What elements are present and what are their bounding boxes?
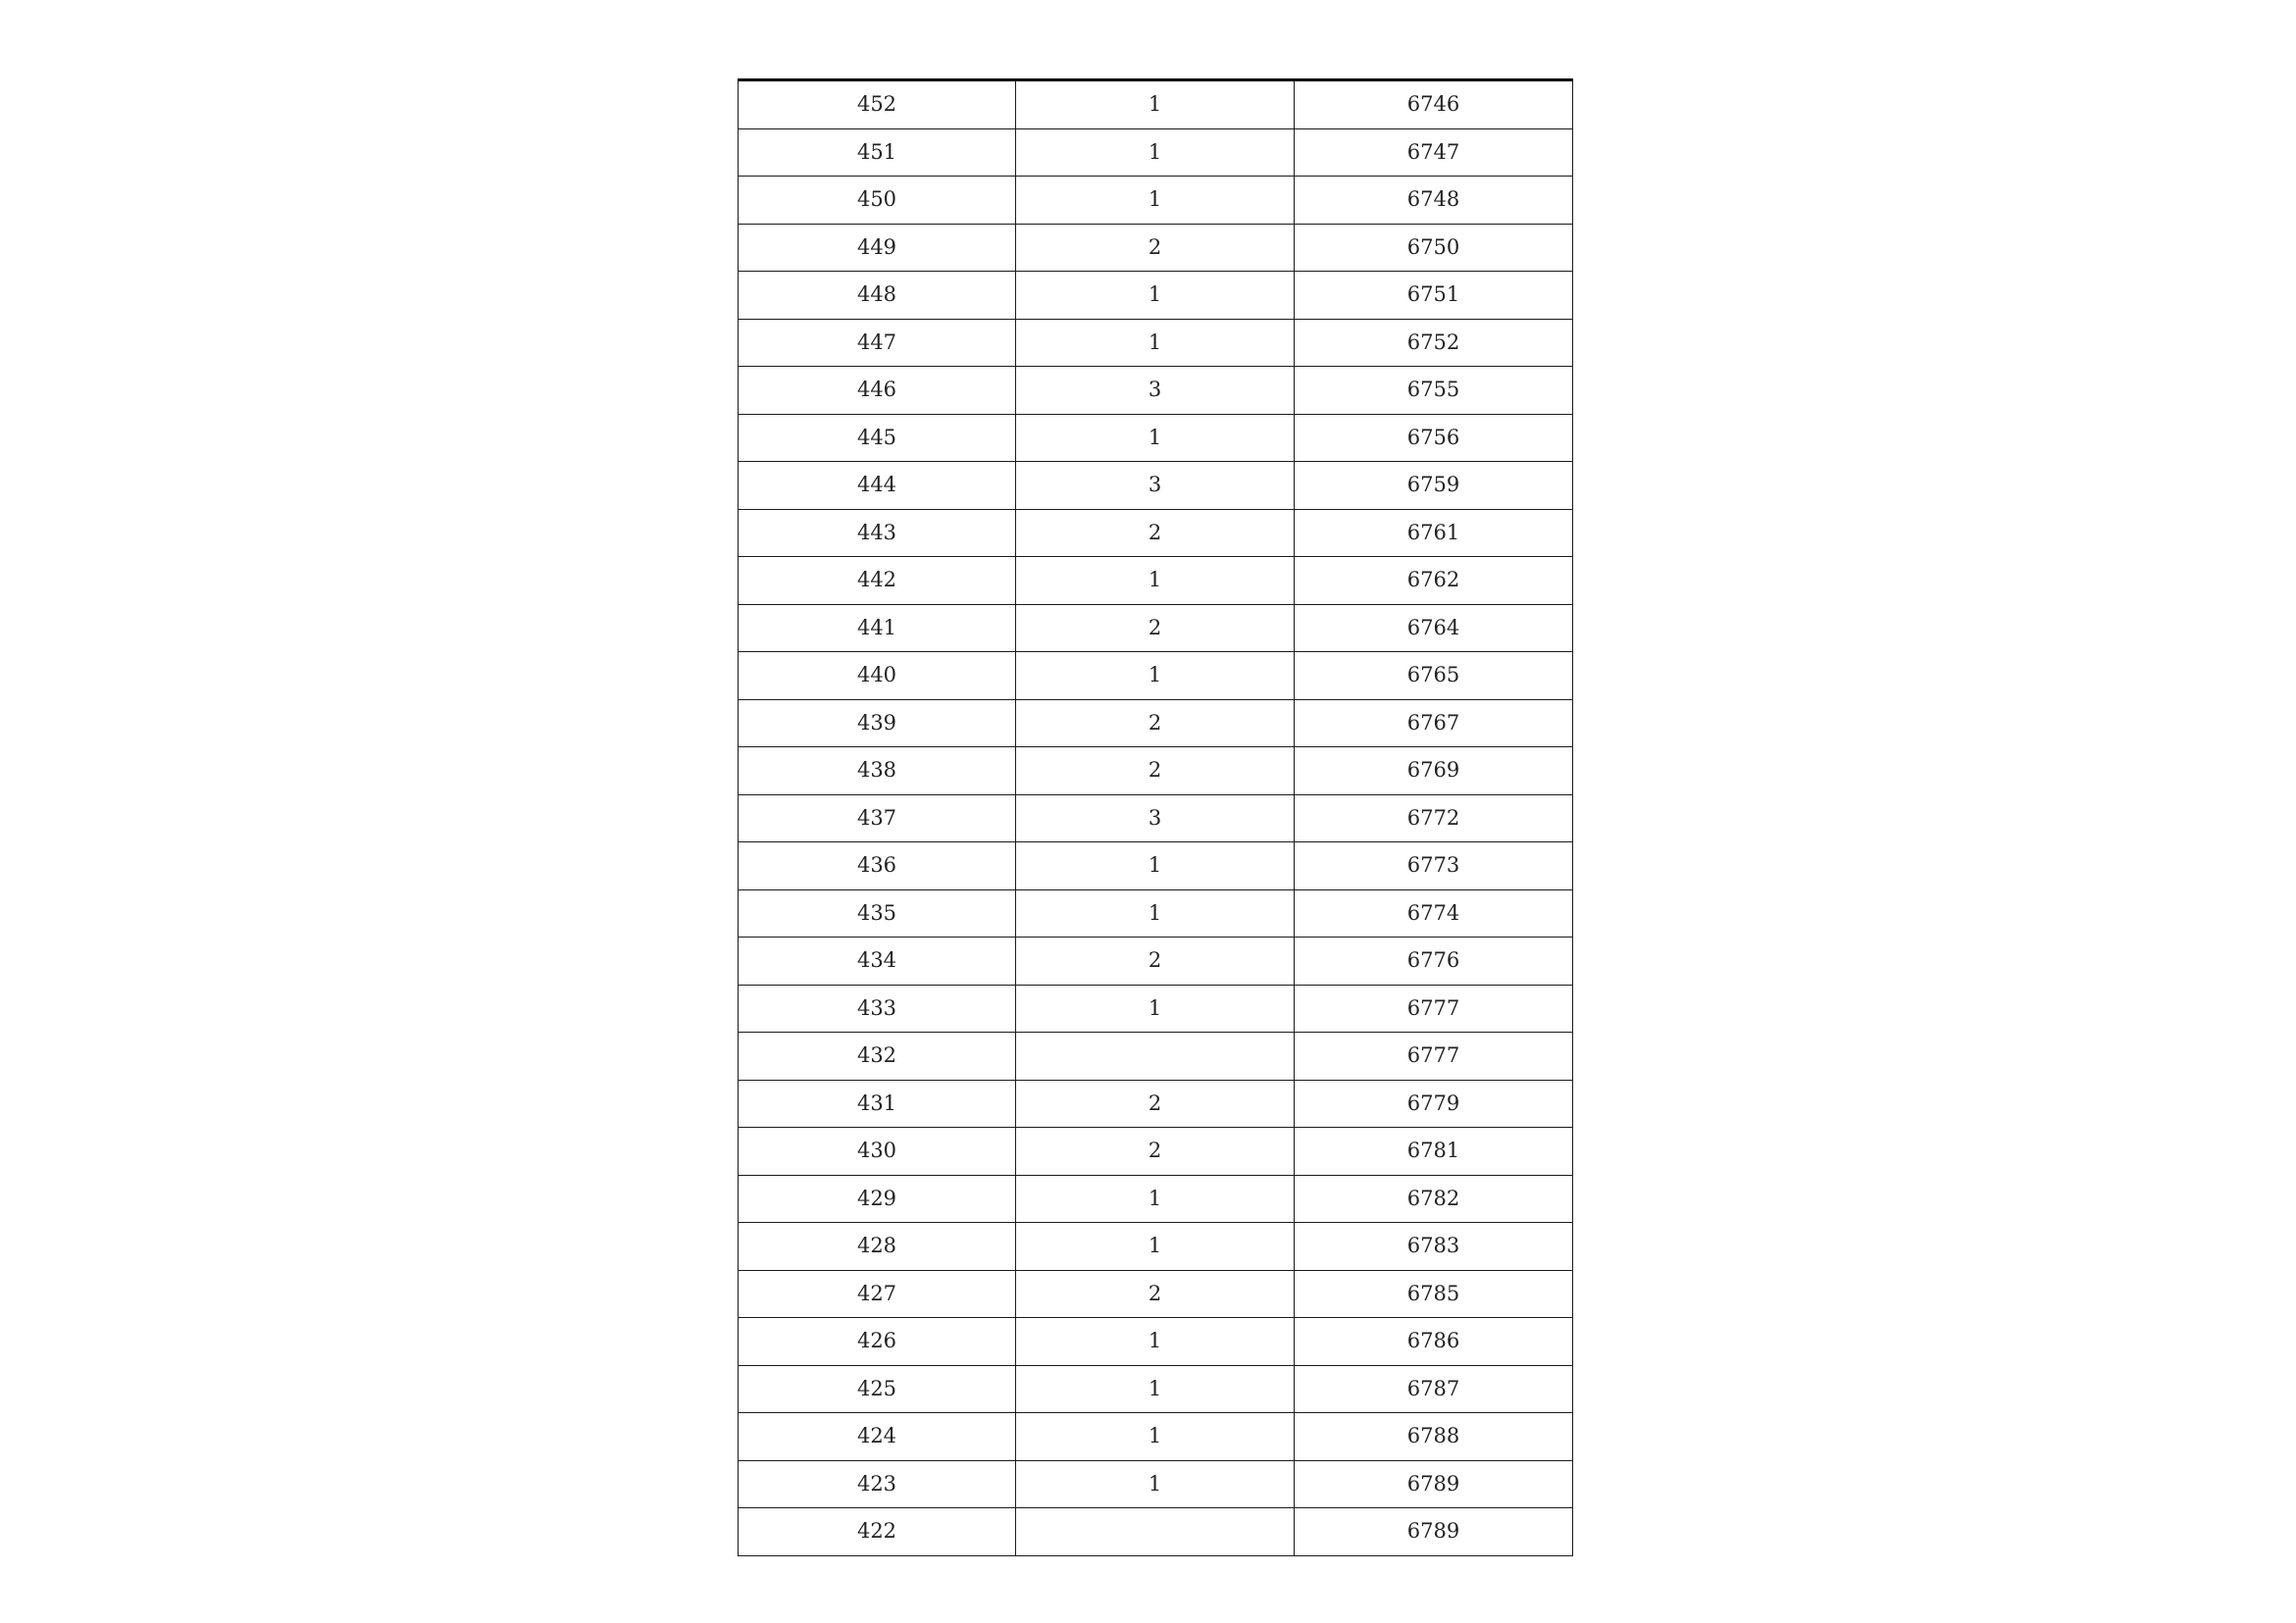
table-row — [739, 1175, 1573, 1223]
score-cell: 431 — [739, 1080, 1016, 1128]
count-cell: 2 — [1016, 699, 1295, 747]
count-cell: 1 — [1016, 177, 1295, 225]
table-row — [739, 1033, 1573, 1081]
table-row — [739, 1080, 1573, 1128]
table-row — [739, 1508, 1573, 1556]
score-cell: 440 — [739, 652, 1016, 700]
count-cell: 1 — [1016, 272, 1295, 320]
table-row — [739, 414, 1573, 462]
cumulative-cell: 6747 — [1295, 128, 1573, 177]
score-cell: 437 — [739, 794, 1016, 842]
cumulative-cell: 6755 — [1295, 367, 1573, 415]
table-row — [739, 747, 1573, 795]
count-cell: 2 — [1016, 1080, 1295, 1128]
count-cell: 1 — [1016, 557, 1295, 605]
count-cell: 1 — [1016, 80, 1295, 129]
table-row — [739, 985, 1573, 1033]
count-cell — [1016, 1508, 1295, 1556]
cumulative-cell: 6761 — [1295, 509, 1573, 557]
score-cell: 449 — [739, 224, 1016, 272]
count-cell: 2 — [1016, 938, 1295, 986]
cumulative-cell: 6783 — [1295, 1223, 1573, 1271]
cumulative-cell: 6764 — [1295, 604, 1573, 652]
score-cell: 441 — [739, 604, 1016, 652]
table-row — [739, 272, 1573, 320]
count-cell: 1 — [1016, 842, 1295, 890]
score-cell: 425 — [739, 1365, 1016, 1413]
table-row — [739, 319, 1573, 367]
cumulative-cell: 6767 — [1295, 699, 1573, 747]
count-cell: 1 — [1016, 1460, 1295, 1508]
count-cell: 1 — [1016, 1318, 1295, 1366]
score-cell: 424 — [739, 1413, 1016, 1461]
table-row — [739, 1460, 1573, 1508]
table-row — [739, 699, 1573, 747]
score-cell: 444 — [739, 462, 1016, 510]
count-cell: 1 — [1016, 1413, 1295, 1461]
table-row — [739, 1128, 1573, 1176]
count-cell: 1 — [1016, 889, 1295, 938]
count-cell: 2 — [1016, 509, 1295, 557]
cumulative-cell: 6759 — [1295, 462, 1573, 510]
score-cell: 439 — [739, 699, 1016, 747]
count-cell: 2 — [1016, 224, 1295, 272]
score-cell: 445 — [739, 414, 1016, 462]
cumulative-cell: 6788 — [1295, 1413, 1573, 1461]
count-cell: 1 — [1016, 1365, 1295, 1413]
cumulative-cell: 6777 — [1295, 985, 1573, 1033]
cumulative-cell: 6751 — [1295, 272, 1573, 320]
table-row — [739, 224, 1573, 272]
cumulative-cell: 6786 — [1295, 1318, 1573, 1366]
count-cell: 1 — [1016, 319, 1295, 367]
table-row — [739, 509, 1573, 557]
table-row — [739, 652, 1573, 700]
count-cell: 2 — [1016, 604, 1295, 652]
score-cell: 442 — [739, 557, 1016, 605]
score-cell: 452 — [739, 80, 1016, 129]
table-row — [739, 367, 1573, 415]
cumulative-cell: 6746 — [1295, 80, 1573, 129]
score-cell: 435 — [739, 889, 1016, 938]
table-row — [739, 1223, 1573, 1271]
cumulative-cell: 6777 — [1295, 1033, 1573, 1081]
count-cell — [1016, 1033, 1295, 1081]
score-cell: 434 — [739, 938, 1016, 986]
cumulative-cell: 6789 — [1295, 1508, 1573, 1556]
cumulative-cell: 6774 — [1295, 889, 1573, 938]
score-cell: 448 — [739, 272, 1016, 320]
score-cell: 438 — [739, 747, 1016, 795]
count-cell: 1 — [1016, 652, 1295, 700]
cumulative-cell: 6781 — [1295, 1128, 1573, 1176]
cumulative-cell: 6750 — [1295, 224, 1573, 272]
count-cell: 2 — [1016, 1270, 1295, 1318]
table-row — [739, 462, 1573, 510]
table-row — [739, 80, 1573, 129]
cumulative-cell: 6789 — [1295, 1460, 1573, 1508]
cumulative-cell: 6762 — [1295, 557, 1573, 605]
count-cell: 1 — [1016, 128, 1295, 177]
table-row — [739, 842, 1573, 890]
count-cell: 3 — [1016, 462, 1295, 510]
score-cell: 450 — [739, 177, 1016, 225]
table-row — [739, 938, 1573, 986]
table-row — [739, 604, 1573, 652]
count-cell: 3 — [1016, 367, 1295, 415]
cumulative-cell: 6787 — [1295, 1365, 1573, 1413]
score-cell: 446 — [739, 367, 1016, 415]
count-cell: 1 — [1016, 985, 1295, 1033]
cumulative-cell: 6772 — [1295, 794, 1573, 842]
table-row — [739, 557, 1573, 605]
score-cell: 430 — [739, 1128, 1016, 1176]
table-row — [739, 128, 1573, 177]
score-table-body — [739, 80, 1573, 1556]
score-cell: 428 — [739, 1223, 1016, 1271]
cumulative-cell: 6748 — [1295, 177, 1573, 225]
score-cell: 429 — [739, 1175, 1016, 1223]
cumulative-cell: 6756 — [1295, 414, 1573, 462]
score-table — [738, 78, 1573, 1556]
cumulative-cell: 6782 — [1295, 1175, 1573, 1223]
cumulative-cell: 6752 — [1295, 319, 1573, 367]
cumulative-cell: 6765 — [1295, 652, 1573, 700]
score-cell: 426 — [739, 1318, 1016, 1366]
score-cell: 447 — [739, 319, 1016, 367]
score-cell: 423 — [739, 1460, 1016, 1508]
table-row — [739, 1318, 1573, 1366]
cumulative-cell: 6769 — [1295, 747, 1573, 795]
count-cell: 2 — [1016, 1128, 1295, 1176]
table-row — [739, 1270, 1573, 1318]
cumulative-cell: 6785 — [1295, 1270, 1573, 1318]
table-row — [739, 794, 1573, 842]
count-cell: 3 — [1016, 794, 1295, 842]
score-cell: 436 — [739, 842, 1016, 890]
count-cell: 1 — [1016, 1223, 1295, 1271]
count-cell: 1 — [1016, 1175, 1295, 1223]
count-cell: 2 — [1016, 747, 1295, 795]
count-cell: 1 — [1016, 414, 1295, 462]
table-row — [739, 1413, 1573, 1461]
cumulative-cell: 6779 — [1295, 1080, 1573, 1128]
score-cell: 427 — [739, 1270, 1016, 1318]
score-cell: 422 — [739, 1508, 1016, 1556]
score-cell: 451 — [739, 128, 1016, 177]
score-cell: 432 — [739, 1033, 1016, 1081]
table-row — [739, 177, 1573, 225]
cumulative-cell: 6773 — [1295, 842, 1573, 890]
table-row — [739, 889, 1573, 938]
score-cell: 443 — [739, 509, 1016, 557]
score-cell: 433 — [739, 985, 1016, 1033]
table-row — [739, 1365, 1573, 1413]
cumulative-cell: 6776 — [1295, 938, 1573, 986]
